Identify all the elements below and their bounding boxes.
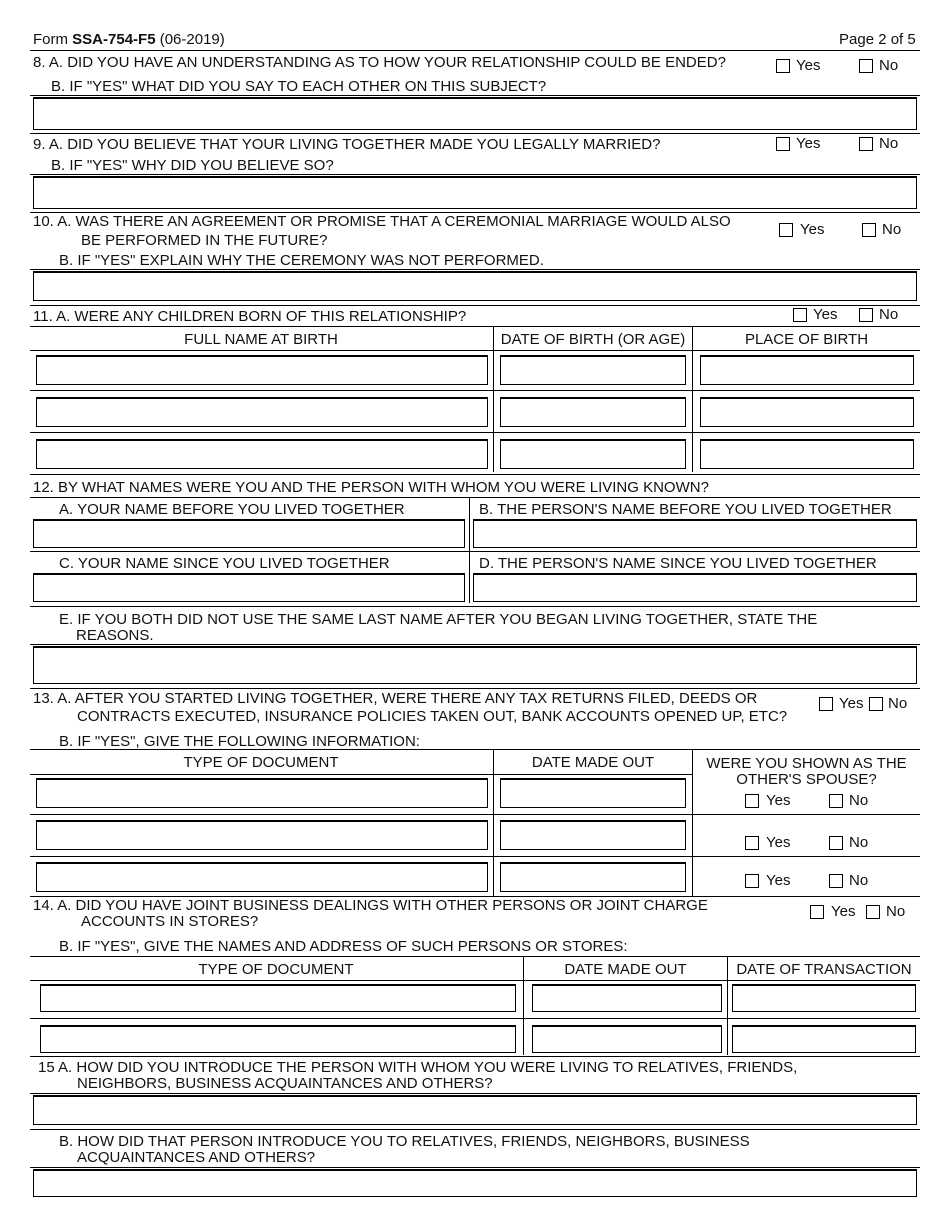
q13-col-date-header: DATE MADE OUT [531,754,655,771]
q11-a-text: 11. A. WERE ANY CHILDREN BORN OF THIS RELATIONSHIP? [33,308,467,325]
divider [30,1167,920,1168]
child-3-name-field[interactable] [36,439,488,469]
q15-b-answer-field[interactable] [33,1169,917,1197]
q8-b-answer-field[interactable] [33,97,917,130]
divider [30,1093,920,1094]
divider [30,390,920,391]
q10-a-text-line2: BE PERFORMED IN THE FUTURE? [81,232,328,249]
divider [30,1129,920,1130]
q8-no-checkbox[interactable] [859,59,873,73]
q14-a-text-line2: ACCOUNTS IN STORES? [81,913,259,930]
q13-doc-2-yes-label: Yes [766,834,791,851]
q13-doc-2-date-field[interactable] [500,820,686,850]
q15-b-text-line2: ACQUAINTANCES AND OTHERS? [77,1149,316,1166]
q13-yes-checkbox[interactable] [819,697,833,711]
q14-col-transaction-header: DATE OF TRANSACTION [736,961,912,978]
q12-e-text-line2: REASONS. [76,627,154,644]
q8-no-label: No [879,57,899,74]
q13-doc-2-no-checkbox[interactable] [829,836,843,850]
q14-row-1-date-field[interactable] [532,984,722,1012]
divider [30,774,693,775]
q15-a-text-line2: NEIGHBORS, BUSINESS ACQUAINTANCES AND OTHERS? [77,1075,493,1092]
divider [30,269,920,270]
column-divider [469,497,470,603]
q12-a-field[interactable] [33,519,465,548]
q13-doc-1-yes-label: Yes [766,792,791,809]
q14-row-1-transaction-field[interactable] [732,984,916,1012]
q13-doc-1-type-field[interactable] [36,778,488,808]
q8-yes-checkbox[interactable] [776,59,790,73]
q10-b-text: B. IF "YES" EXPLAIN WHY THE CEREMONY WAS NOT PERFORMED. [59,252,544,269]
divider [30,1056,920,1057]
q13-doc-2-no-label: No [849,834,869,851]
q11-col-dob-header: DATE OF BIRTH (OR AGE) [500,331,686,348]
q8-a-text: 8. A. DID YOU HAVE AN UNDERSTANDING AS TO HOW YOUR RELATIONSHIP COULD BE ENDED? [33,54,726,71]
q9-b-answer-field[interactable] [33,176,917,209]
child-1-name-field[interactable] [36,355,488,385]
q11-no-label: No [879,306,899,323]
q9-no-label: No [879,135,899,152]
q15-a-text-line1: 15 A. HOW DID YOU INTRODUCE THE PERSON WITH WHOM YOU WERE LIVING TO RELATIVES, FRIENDS, [38,1059,798,1076]
q13-doc-3-date-field[interactable] [500,862,686,892]
q14-yes-checkbox[interactable] [810,905,824,919]
child-1-dob-field[interactable] [500,355,686,385]
divider [30,95,920,96]
child-2-dob-field[interactable] [500,397,686,427]
q12-d-label: D. THE PERSON'S NAME SINCE YOU LIVED TOGETHER [479,555,877,572]
q10-no-checkbox[interactable] [862,223,876,237]
q8-yes-label: Yes [796,57,821,74]
q13-no-label: No [888,695,908,712]
q13-doc-1-no-checkbox[interactable] [829,794,843,808]
child-2-place-field[interactable] [700,397,914,427]
q10-a-text-line1: 10. A. WAS THERE AN AGREEMENT OR PROMISE THAT A CEREMONIAL MARRIAGE WOULD ALSO [33,213,731,230]
divider [30,956,920,957]
divider [30,133,920,134]
divider [30,980,920,981]
q14-row-2-type-field[interactable] [40,1025,516,1053]
divider [30,1018,920,1019]
form-identifier [33,31,225,48]
divider [30,606,920,607]
divider [30,50,920,51]
q9-yes-checkbox[interactable] [776,137,790,151]
q14-no-label: No [886,903,906,920]
q13-doc-1-yes-checkbox[interactable] [745,794,759,808]
divider [30,814,920,815]
q13-no-checkbox[interactable] [869,697,883,711]
child-2-name-field[interactable] [36,397,488,427]
page-number: Page 2 of 5 [839,31,916,48]
q9-b-text: B. IF "YES" WHY DID YOU BELIEVE SO? [51,157,334,174]
q12-a-label: A. YOUR NAME BEFORE YOU LIVED TOGETHER [59,501,405,518]
q13-doc-3-yes-checkbox[interactable] [745,874,759,888]
q14-b-text: B. IF "YES", GIVE THE NAMES AND ADDRESS OF SUCH PERSONS OR STORES: [59,938,628,955]
divider [30,497,920,498]
divider [30,305,920,306]
q11-yes-label: Yes [813,306,838,323]
q13-col-type-header: TYPE OF DOCUMENT [183,754,339,771]
divider [30,432,920,433]
q11-col-place-header: PLACE OF BIRTH [744,331,869,348]
divider [30,644,920,645]
q10-yes-label: Yes [800,221,825,238]
q10-b-answer-field[interactable] [33,271,917,301]
q12-d-field[interactable] [473,573,917,602]
q9-a-text: 9. A. DID YOU BELIEVE THAT YOUR LIVING TOGETHER MADE YOU LEGALLY MARRIED? [33,136,661,153]
form-number: SSA-754-F5 [72,31,156,48]
q14-yes-label: Yes [831,903,856,920]
q14-col-date-header: DATE MADE OUT [564,961,687,978]
q13-doc-2-yes-checkbox[interactable] [745,836,759,850]
q14-a-text-line1: 14. A. DID YOU HAVE JOINT BUSINESS DEALINGS WITH OTHER PERSONS OR JOINT CHARGE [33,897,708,914]
q8-b-text: B. IF "YES" WHAT DID YOU SAY TO EACH OTHER ON THIS SUBJECT? [51,78,547,95]
q13-col-spouse-header-line1: WERE YOU SHOWN AS THE [706,755,907,772]
divider [30,350,920,351]
q13-a-text-line1: 13. A. AFTER YOU STARTED LIVING TOGETHER, WERE THERE ANY TAX RETURNS FILED, DEEDS OR [33,690,758,707]
q11-col-name-header: FULL NAME AT BIRTH [184,331,338,348]
q12-b-label: B. THE PERSON'S NAME BEFORE YOU LIVED TOGETHER [479,501,892,518]
q14-row-2-transaction-field[interactable] [732,1025,916,1053]
q12-c-field[interactable] [33,573,465,602]
divider [30,688,920,689]
q13-yes-label: Yes [839,695,864,712]
child-3-dob-field[interactable] [500,439,686,469]
q12-e-answer-field[interactable] [33,646,917,684]
q12-c-label: C. YOUR NAME SINCE YOU LIVED TOGETHER [59,555,390,572]
q13-doc-2-type-field[interactable] [36,820,488,850]
q9-no-checkbox[interactable] [859,137,873,151]
child-3-place-field[interactable] [700,439,914,469]
q13-doc-1-date-field[interactable] [500,778,686,808]
column-divider [493,749,494,896]
q11-yes-checkbox[interactable] [793,308,807,322]
divider [30,551,920,552]
divider [30,174,920,175]
q15-a-answer-field[interactable] [33,1095,917,1125]
q11-no-checkbox[interactable] [859,308,873,322]
q14-row-2-date-field[interactable] [532,1025,722,1053]
q14-col-type-header: TYPE OF DOCUMENT [198,961,354,978]
divider [30,474,920,475]
q13-a-text-line2: CONTRACTS EXECUTED, INSURANCE POLICIES TAKEN OUT, BANK ACCOUNTS OPENED UP, ETC? [77,708,788,725]
q10-yes-checkbox[interactable] [779,223,793,237]
q13-doc-3-no-label: No [849,872,869,889]
form-prefix: Form [33,31,73,48]
q9-yes-label: Yes [796,135,821,152]
q13-doc-3-no-checkbox[interactable] [829,874,843,888]
form-date: (06-2019) [155,31,225,48]
q13-b-text: B. IF "YES", GIVE THE FOLLOWING INFORMATION: [59,733,420,750]
q10-no-label: No [882,221,902,238]
q13-col-spouse-header-line2: OTHER'S SPOUSE? [736,771,877,788]
q12-text: 12. BY WHAT NAMES WERE YOU AND THE PERSON WITH WHOM YOU WERE LIVING KNOWN? [33,479,709,496]
q12-b-field[interactable] [473,519,917,548]
q14-row-1-type-field[interactable] [40,984,516,1012]
q15-b-text-line1: B. HOW DID THAT PERSON INTRODUCE YOU TO RELATIVES, FRIENDS, NEIGHBORS, BUSINESS [59,1133,750,1150]
divider [30,326,920,327]
divider [30,749,920,750]
q12-e-text-line1: E. IF YOU BOTH DID NOT USE THE SAME LAST NAME AFTER YOU BEGAN LIVING TOGETHER, STATE THE [59,611,818,628]
divider [30,856,920,857]
q13-doc-3-type-field[interactable] [36,862,488,892]
q13-doc-1-no-label: No [849,792,869,809]
q13-doc-3-yes-label: Yes [766,872,791,889]
q14-no-checkbox[interactable] [866,905,880,919]
child-1-place-field[interactable] [700,355,914,385]
